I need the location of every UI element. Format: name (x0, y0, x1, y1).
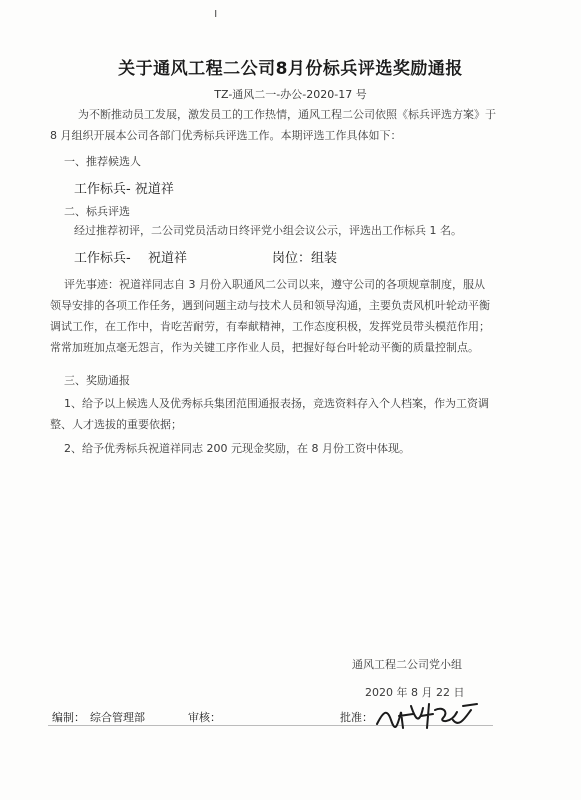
position-label: 岗位：组装 (272, 251, 338, 266)
intro-line-1: 为不断推动员工发展，激发员工的工作热情，通风工程二公司依照《标兵评选方案》于 (78, 108, 496, 121)
footer-compiled-label: 编制： (52, 711, 85, 724)
deeds-line-1: 评先事迹：祝道祥同志自 3 月份入职通风二公司以来，遵守公司的各项规章制度，服从 (64, 278, 485, 291)
deeds-line-3: 调试工作，在工作中，肯吃苦耐劳，有奉献精神，工作态度积极，发挥党员带头模范作用； (50, 320, 490, 333)
footer-approve-label: 批准： (340, 711, 373, 724)
reward-2: 2、给予优秀标兵祝道祥同志 200 元现金奖励，在 8 月份工资中体现。 (64, 442, 410, 455)
deeds-line-4: 常常加班加点毫无怨言，作为关键工序作业人员，把握好每台叶轮动平衡的质量控制点。 (50, 341, 479, 354)
section-3-heading: 三、奖励通报 (64, 374, 130, 387)
footer-review-label: 审核： (188, 711, 221, 724)
reward-1-line-2: 整、人才选拔的重要依据； (50, 418, 182, 431)
document-number: TZ-通风二一-办公-2020-17 号 (214, 88, 367, 101)
section-1-heading: 一、推荐候选人 (64, 155, 141, 168)
section-2-heading: 二、标兵评选 (64, 205, 130, 218)
issuer: 通风工程二公司党小组 (352, 658, 462, 671)
issue-date: 2020 年 8 月 22 日 (365, 686, 465, 699)
reward-1-line-1: 1、给予以上候选人及优秀标兵集团范围通报表扬，竞选资料存入个人档案，作为工资调 (64, 397, 489, 410)
winner-label: 工作标兵- (74, 251, 131, 266)
candidate-line: 工作标兵- 祝道祥 (74, 182, 174, 197)
document-title: 关于通风工程二公司8月份标兵评选奖励通报 (118, 59, 463, 79)
top-mark: ı (214, 6, 218, 20)
selection-text: 经过推荐初评，二公司党员活动日终评党小组会议公示，评选出工作标兵 1 名。 (74, 224, 462, 237)
handwritten-signature (373, 698, 493, 734)
winner-name: 祝道祥 (148, 251, 188, 266)
footer-compiled-value: 综合管理部 (90, 711, 145, 724)
deeds-line-2: 领导安排的各项工作任务，遇到问题主动与技术人员和领导沟通，主要负责风机叶轮动平衡 (50, 299, 490, 312)
intro-line-2: 8 月组织开展本公司各部门优秀标兵评选工作。本期评选工作具体如下： (50, 129, 402, 142)
